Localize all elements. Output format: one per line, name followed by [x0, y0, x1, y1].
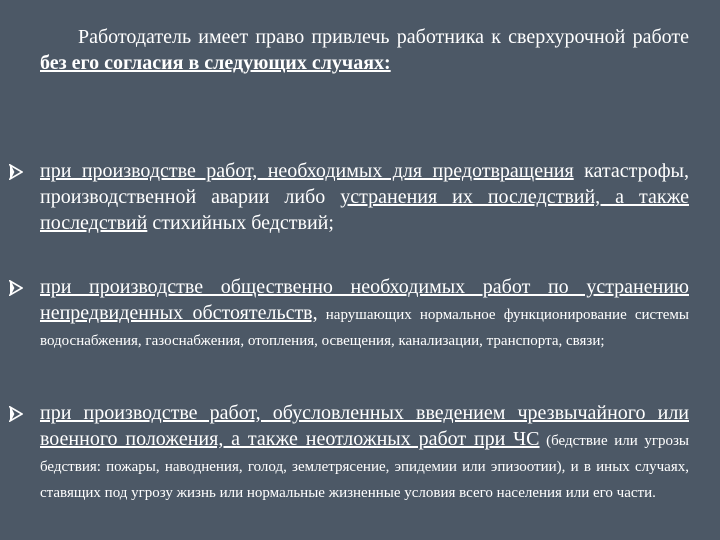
item-2-text: нарушающих нормальное функционирование системы водоснабжения, газоснабжения, отопления, освещения, канализации, транспорта, связи; — [40, 307, 689, 349]
list-item-3 — [40, 400, 689, 504]
list-item-1 — [40, 158, 689, 236]
arrowhead-bullet-icon — [8, 163, 24, 181]
item-3-text: (бедствие или угрозы бедствия: пожары, наводнения, голод, землетрясение, эпидемии или эпизоотии), и в иных случаях, ставящих под угрозу жизнь или нормальные жизненные условия всего населения или его части. — [40, 433, 689, 501]
list-item-2 — [40, 274, 689, 352]
arrowhead-bullet-icon — [8, 279, 24, 297]
item-1-text: катастрофы, производственной аварии либо — [40, 160, 689, 208]
intro-paragraph — [40, 24, 689, 76]
intro-emphasis: без его согласия в следующих случаях: — [40, 52, 391, 74]
item-1-underlined-start: при производстве работ, необходимых для предотвращения — [40, 160, 574, 182]
item-1-underlined-end: устранения их последствий, а также последствий — [40, 186, 690, 234]
item-1-tail: стихийных бедствий; — [147, 212, 334, 234]
item-2-underlined: при производстве общественно необходимых работ по устранению непредвиденных обстоятельств, — [40, 276, 689, 324]
arrowhead-bullet-icon — [8, 405, 24, 423]
intro-text: Работодатель имеет право привлечь работника к сверхурочной работе — [78, 26, 689, 48]
item-3-underlined: при производстве работ, обусловленных введением чрезвычайного или военного положения, а также неотложных работ при ЧС — [40, 402, 689, 450]
